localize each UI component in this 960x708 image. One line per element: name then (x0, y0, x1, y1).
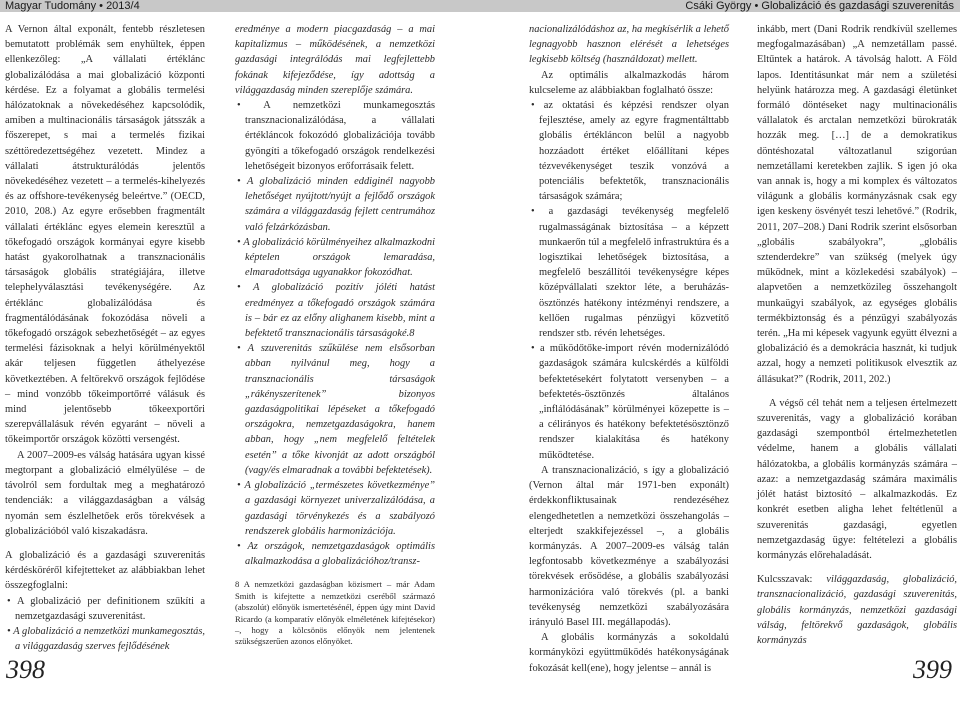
col4-paragraph-1: inkább, mert (Dani Rodrik rendkívül szellemes megfogalmazásában) „A nemzetállam passé. Eltűntek a határok. A távolság halott. A Föld lapos. Identitásunkat már nem a születési helyünk határozza meg. A gazdasági életünket formáló döntéseket nagy multinacionális vállalatok és arctalan nemzetközi bürokraták hozzák meg. […] de a demokratikus döntéshozatal változatlanul szigorúan nemzetállami keretekben zajlik. S igen jó oka van annak is, hogy a mi komplex és változatos világunk a globális kormányzásnak csak egy igen keskeny ösvényét teszi lehetővé.” (Rodrik, 2011, 207–208.) Dani Rodrik szerint elsősorban „globális szabályokra”, „globális sztenderdekre” van szükség (melyek úgy működnek, mint a közlekedési szabályok) – alapvetően a nemzetközileg összehangolt munkaügyi szabályok, az egységes globális termékbiztonság és a pénzügyi szabályozás terén. „Ha mi képesek vagyunk együtt élvezni a globalizáció és a demokrácia hasznát, ki tudjuk azzal, hogy a nemzeti politikusok elvesztik az állásukat?” (Rodrik, 2011, 202.) (757, 24, 957, 385)
col2-bullet-5: • A szuverenitás szűkülése nem elsősorban abban nyilvánul meg, hogy a transznacionális társaságok „rákényszerítenek” bizonyos gazdaságpolitikai lépéseket a tőkefogadó országokra, nemzetgazdaságokra, hanem abban, hogy „nem megfelelő feltételek esetén” a tőke kivonját az adott országból (vagy/és elmaradnak a további befektetések). (235, 341, 435, 478)
column-2 (235, 22, 435, 662)
col2-bullet-2: • A globalizáció minden eddiginél nagyobb lehetőséget nyújtott/nyújt a fejlődő országok számára a világgazdaság fejlett centrumához való felzárkózásban. (235, 174, 435, 235)
column-1 (5, 22, 205, 662)
footnote-8: 8 A nemzetközi gazdaságban közismert – már Adam Smith is kifejtette a nemzetközi cseréből származó (abszolút) előnyök ismertetésénél, éppen úgy mint David Ricardo (a komparatív előnyök elméletének kifejtésekor) –, hogy a kölcsönös előnyök nem jelentenek szükségszerűen azonos előnyöket. (235, 579, 435, 647)
column-3 (529, 22, 729, 674)
col2-bullet-4: • A globalizáció pozitív jóléti hatást eredményez a tőkefogadó országok számára is – bár ez az előny alighanem kisebb, mint a befektető transznacionális társaságoké.8 (235, 280, 435, 341)
col1-bullet-1: • A globalizáció per definitionem szűkíti a nemzetgazdasági szuverenitást. (5, 594, 205, 624)
col2-paragraph-1: eredménye a modern piacgazdaság – a mai kapitalizmus – működésének, a nemzetközi gazdasági integrálódás mai legfejlettebb fokának kifejeződése, így adottság a világgazdaság minden szereplője számára. (235, 24, 435, 96)
col2-bullet-7: • Az országok, nemzetgazdaságok optimális alkalmazkodása a globalizációhoz/transz- (235, 539, 435, 569)
col1-paragraph-1: A Vernon által exponált, fentebb részletesen bemutatott problémák sem enyhültek, éppen ellenkezőleg: „A vállalati értéklánc globalizálódása a mai globalizáció központi kérdése. Ez a folyamat a globális termelési hálózatoknak a növekedéséhez kapcsolódik, amiben a multinacionális társaságok játsszák a főszerepet, s mai a termelés fizikai széttöredezettségéhez vezetett. Mindez a vállalati átstrukturálódás jelentős növekedéséhez vezetett – a termelés-kihelyezés és az offshore-tevékenység beleértve.” (OECD, 2010, 208.) Az egyre erősebben fragmentált vállalati értéklánc egyes elemein keresztül a tőkefogadó országok kormányai egyre kisebb hatást gyakorolhatnak a transznacionális társaságok globális stratégiájára, illetve telephelyválasztási tevékenységére. Az értéklánc globalizálódása és fragmentálódásának fokozódása növeli a tőkefogadó országok sebezhetőségét – az egyes termelési fázisoknak a helyi körülményektől akár teljesen független áthelyezése következtében. A feltörekvő országok fejlődése – mind vonzóbb tőkeimportőrré válásuk és mind jelentősebb tőkeexportőri szerepvállalásuk révén egyaránt – növeli a tőkeimportőr országok közötti versengést. (5, 24, 205, 446)
col1-bullet-2: • A globalizáció a nemzetközi munkamegosztás, a világgazdaság szerves fejlődésének (5, 624, 205, 654)
col3-bullet-1: • az oktatási és képzési rendszer olyan fejlesztése, amely az egyre fragmentálttabb globális értékláncon belül a nagyobb hozzáadott értéket előállítani képes tézvevékenységet teszik vonzóvá a potenciális befektetők, transznacionális társaságok számára; (529, 98, 729, 204)
col3-paragraph-2: Az optimális alkalmazkodás három kulcseleme az alábbiakban foglalható össze: (529, 69, 729, 96)
col3-paragraph-3: A transznacionalizáció, s így a globalizáció (Vernon által már 1971-ben exponált) érdekkonfliktusainak rendezéséhez elengedhetetlen a nemzetközi összehangolás – elterjedt szakkifejezéssel –, a globális kormányzás. A 2007–2009-es válság talán legfontosabb következménye a szabályozási törekvések erősödése, a globális szabályozási harmonizációra való törekvés (pl. a banki tevékenység nemzetközi szabályozására irányuló Basel III. megállapodás). (529, 464, 729, 628)
keywords-label: Kulcsszavak: (757, 574, 813, 586)
col1-paragraph-3: A globalizáció és a gazdasági szuverenitás kérdésköréről kifejtetteket az alábbiakban lehet összegfoglalni: (5, 549, 205, 592)
running-header-left: Magyar Tudomány • 2013/4 (0, 0, 480, 12)
col3-paragraph-1: nacionalizálódáshoz az, ha megkísérlik a lehető legnagyobb hasznon elérését a lehetséges legkisebb költség (használdozat) mellett. (529, 24, 729, 66)
col2-bullet-1: • A nemzetközi munkamegosztás transznacionalizálódása, a vállalati értékláncok fokozódó globalizációja tovább gyöngíti a tőkefogadó országok rendelkezési lehetőségeit bizonyos erőforrásaik felett. (235, 98, 435, 174)
col2-bullet-3: • A globalizáció körülményeihez alkalmazkodni képtelen országok lemaradása, elmaradottsága ugyanakkor fokozódhat. (235, 235, 435, 281)
keywords (757, 572, 957, 648)
keywords-list: világgazdaság, globalizáció, transznacionalizáció, gazdasági szuverenitás, globális kormányzás, nemzetközi gazdasági válság, feltörekvő gazdaságok, globális kormányzás (757, 574, 957, 646)
col4-paragraph-2: A végső cél tehát nem a teljesen értelmezett szuverenitás, vagy a globalizáció korában gazdasági szempontból értelmezhetetlen védelme, hanem a globális vállalati hálózatokba, a globális kormányzás számára – azaz: a nemzetgazdaság számára maximális jólét hatást biztosító – alkalmazkodás. Ez konkrét esetben aligha lehet feltétlenül a szuverenitás gazdasági, egyetlen nemzetgazdaság ügye: feltételezi a globális kormányzás előrehaladását. (757, 397, 957, 561)
col3-bullet-3: • a működőtőke-import révén modernizálódó gazdaságok számára kulcskérdés a külföldi befektetésekért folytatott versenyben – a befektetés-ösztönzés általános „inflálódásának” körülményei közepette is – a célirányos és hatékony befektetésösztönző rendszer kialakítása és hatékony működtetése. (529, 341, 729, 463)
col1-paragraph-2: A 2007–2009-es válság hatására ugyan kissé megtorpant a globalizáció elmélyülése – de távolról sem fordultak meg a meghatározó tendenciák: a világgazdaságban a válság nyomán sem észlelhetőek erős törekvések a globalizációból való kiszakadásra. (5, 449, 205, 537)
page-number-left: 398 (6, 655, 45, 684)
running-header-right: Csáki György • Globalizáció és gazdasági szuverenitás (480, 0, 960, 12)
page-number-right: 399 (913, 655, 952, 684)
col2-bullet-6: • A globalizáció „természetes következménye” a gazdasági környezet univerzalizálódása, a gazdasági törvénykezés és a szabályozó rendszerek globális harmonizációja. (235, 478, 435, 539)
col3-paragraph-4: A globális kormányzás a sokoldalú kormányközi együttműködés hatékonyságának fokozását kell(ene), hogy jelentse – annál is (529, 632, 729, 674)
col3-bullet-2: • a gazdasági tevékenység megfelelő rugalmasságának biztosítása – a képzett munkaerőn túl a megfelelő infrastruktúra és a logisztikai lehetőségek biztosítása, a megfelelő beszállítói tevékenységre képes középvállalati szektor léte, a beruházás-ösztönzés hatékony intézményi rendszere, a kellően rugalmas pénzügyi közvetítő rendszer stb. révén lehetséges. (529, 204, 729, 341)
column-4 (757, 22, 957, 662)
